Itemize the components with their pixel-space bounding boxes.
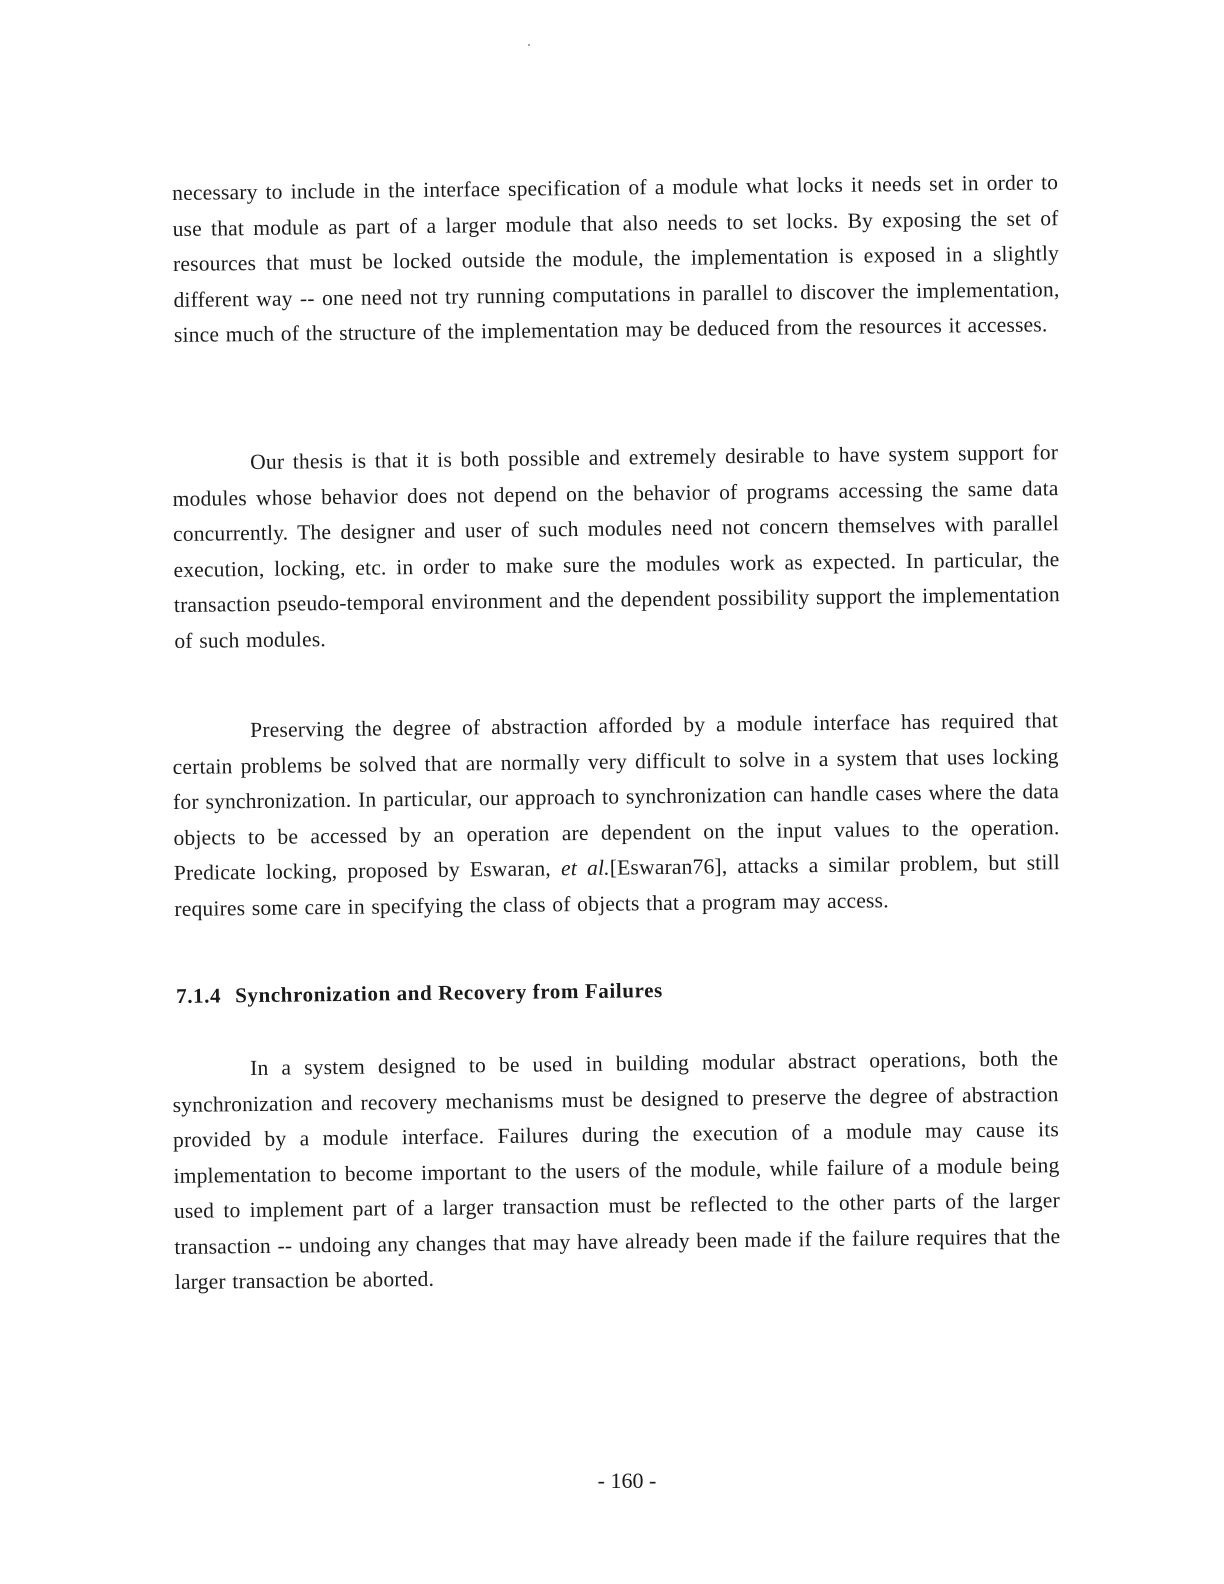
page-number: - 160 - <box>597 1468 657 1493</box>
paragraph-block-2 <box>172 435 1061 659</box>
scan-speck <box>528 44 530 46</box>
paragraph-3 <box>172 703 1061 927</box>
paragraph-3-text-before: Preserving the degree of abstraction afforded by a module interface has required that certain problems be solved that are normally very difficult to solve in a system that uses locking for synchronization. In particular, our approach to synchronization can handle cases where the data objects to be accessed by an operation are dependent on the input values to the operation. Predicate locking, proposed by Eswaran, <box>172 708 1060 885</box>
paragraph-2: Our thesis is that it is both possible and extremely desirable to have system support for modules whose behavior does not depend on the behavior of programs accessing the same data concurrently. The designer and user of such modules need not concern themselves with parallel execution, locking, etc. in order to make sure the modules work as expected. In particular, the transaction pseudo-temporal environment and the dependent possibility support the implementation of such modules. <box>172 440 1061 653</box>
paragraph-block-3 <box>172 703 1061 927</box>
section-number: 7.1.4 <box>176 983 222 1008</box>
paragraph-block-4 <box>172 1041 1061 1300</box>
paragraph-block-1 <box>172 165 1060 353</box>
paragraph-3-text-after: [Eswaran76], attacks a similar problem, but still requires some care in specifying the class of objects that a program may access. <box>174 850 1061 921</box>
paragraph-3-italic: et al. <box>560 855 610 881</box>
paragraph-4: In a system designed to be used in building modular abstract operations, both the synchronization and recovery mechanisms must be designed to preserve the degree of abstraction provided by a module interface. Failures during the execution of a module may cause its implementation to become important to the users of the module, while failure of a module being used to implement part of a larger transaction must be reflected to the other parts of the larger transaction -- undoing any changes that may have already been made if the failure requires that the larger transaction be aborted. <box>172 1046 1061 1294</box>
paragraph-1: necessary to include in the interface specification of a module what locks it needs set in order to use that module as part of a larger module that also needs to set locks. By exposing the set of resources that must be locked outside the module, the implementation is exposed in a slightly different way -- one need not try running computations in parallel to discover the implementation, since much of the structure of the implementation may be deduced from the resources it accesses. <box>172 170 1060 347</box>
section-heading <box>176 978 663 1009</box>
section-title: Synchronization and Recovery from Failures <box>234 978 663 1008</box>
